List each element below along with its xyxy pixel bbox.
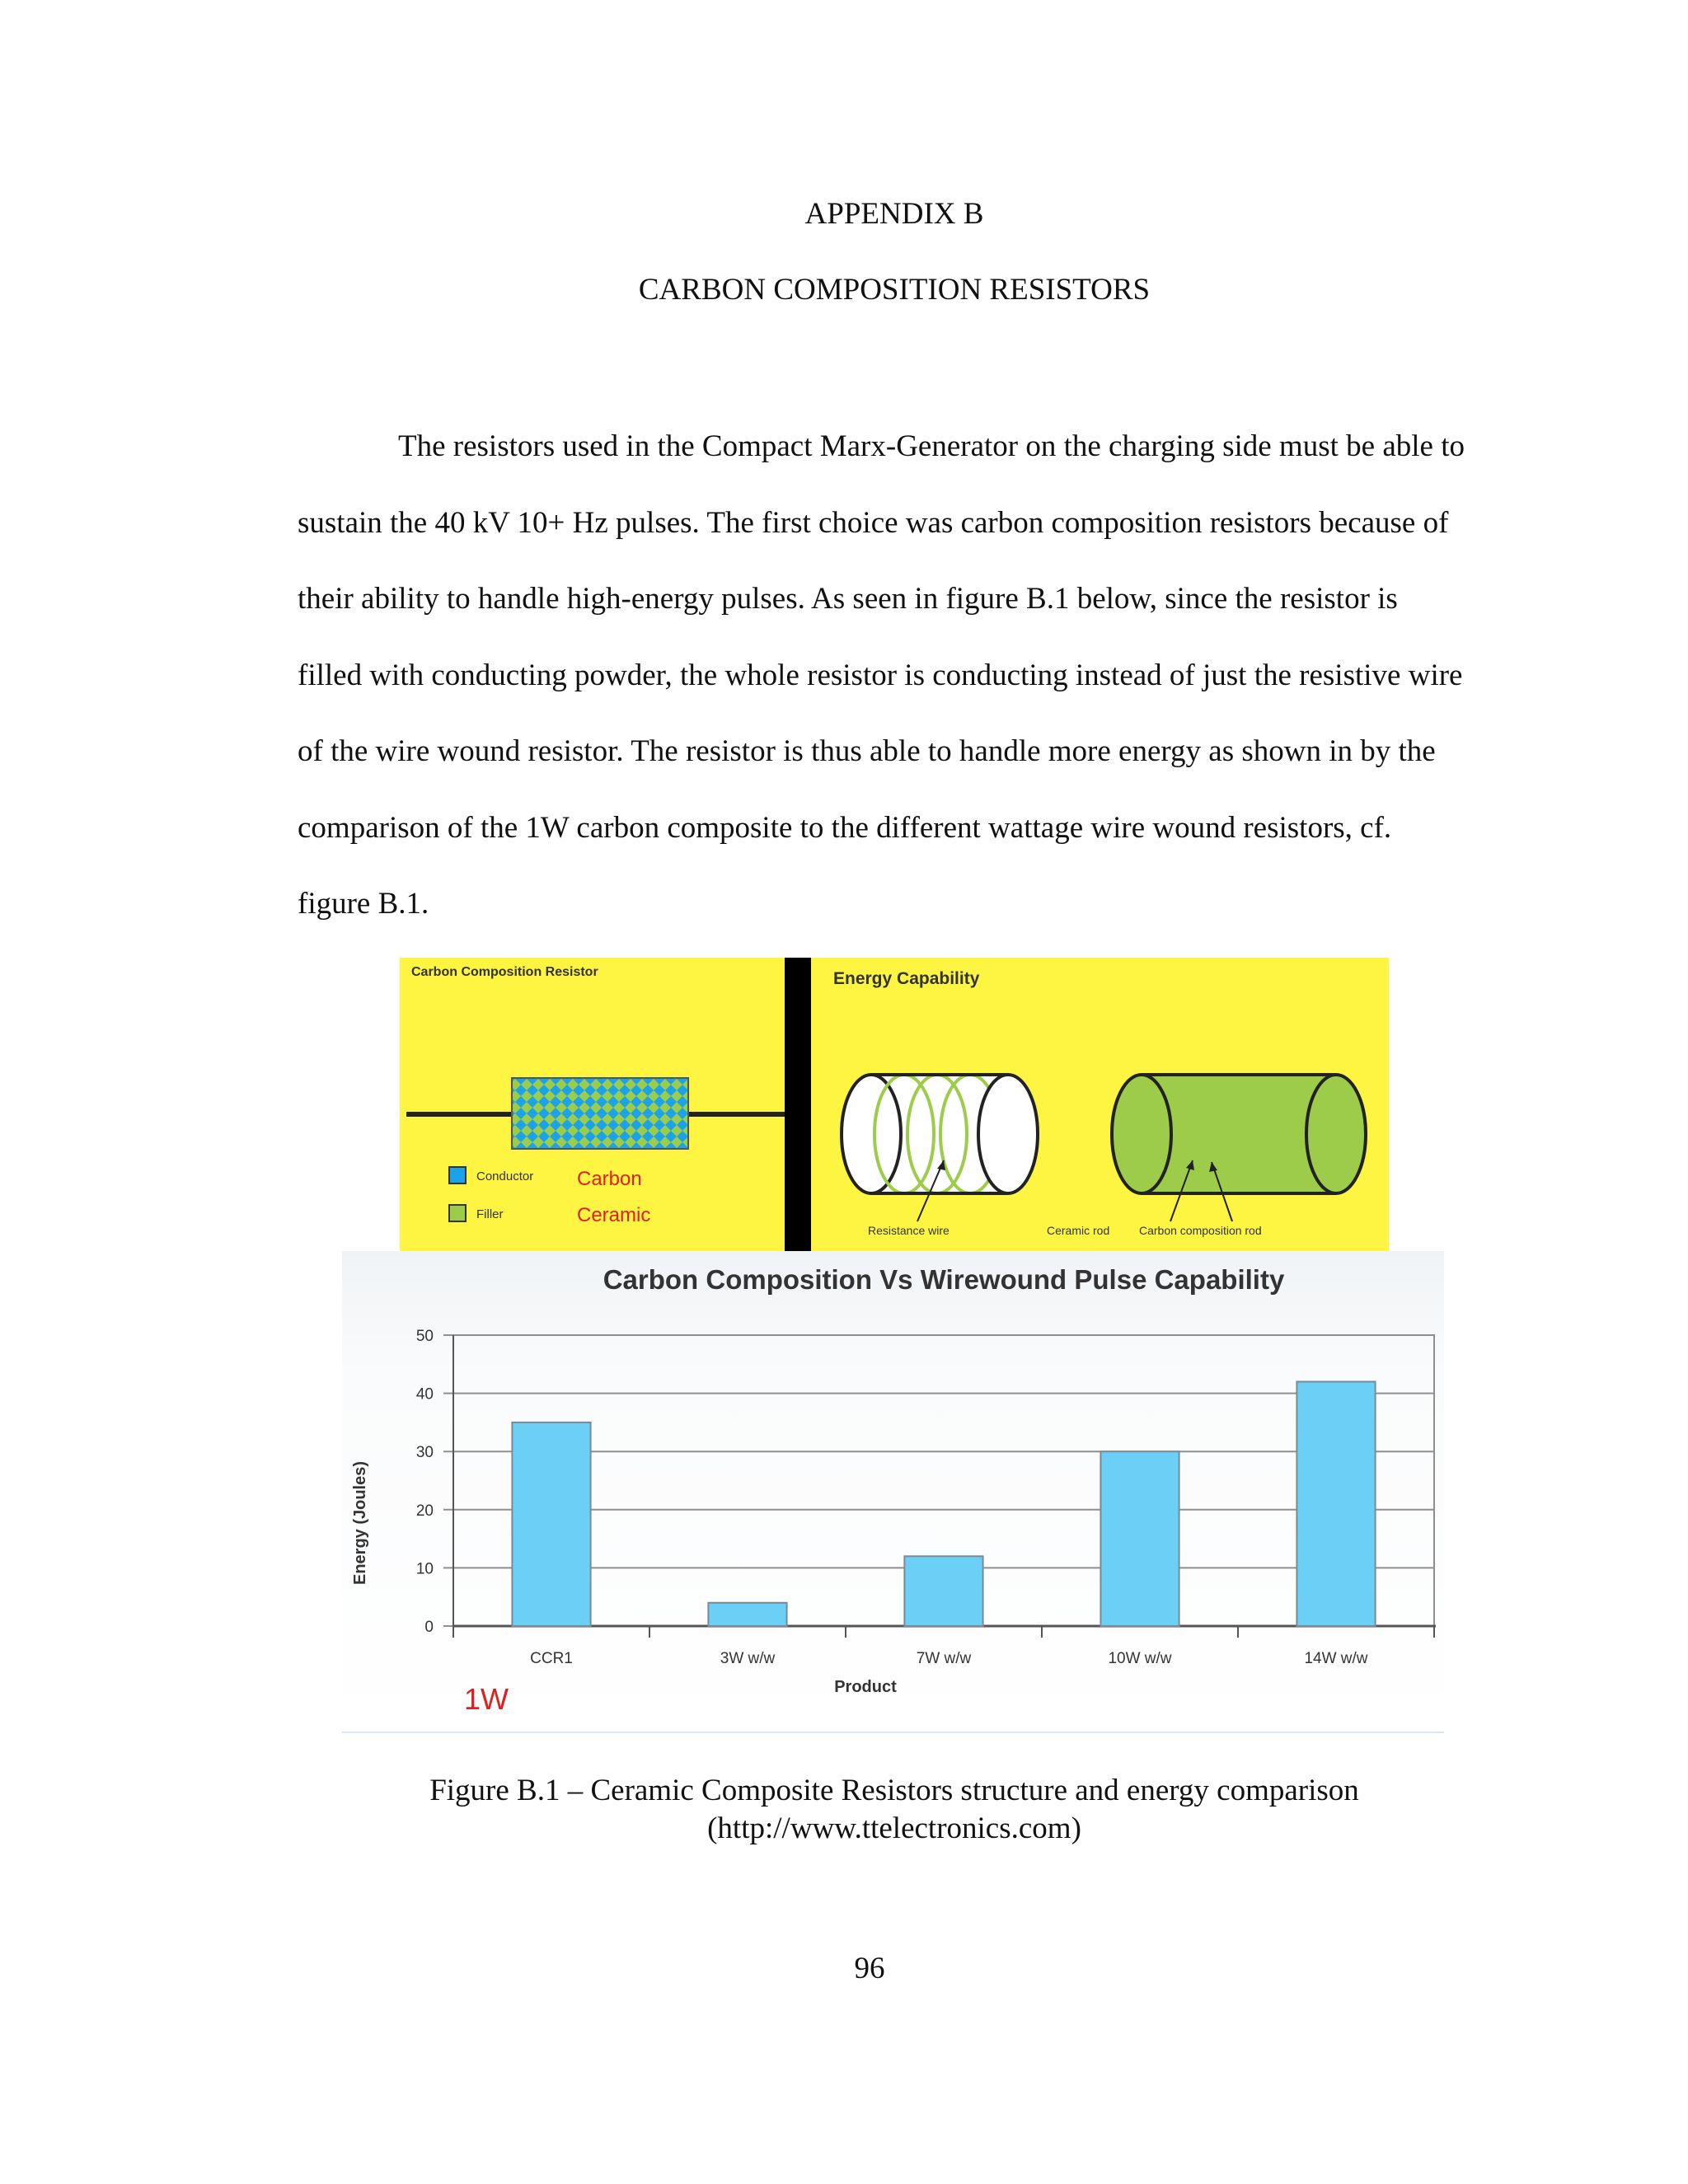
conductor-swatch (449, 1167, 466, 1183)
x-tick-label: 3W w/w (720, 1650, 776, 1667)
caption-line-1: Figure B.1 – Ceramic Composite Resistors structure and energy comparison (429, 1774, 1359, 1807)
x-tick-label: 10W w/w (1108, 1650, 1172, 1667)
bar-14w-w-w (1296, 1381, 1375, 1626)
y-tick-label: 40 (415, 1385, 434, 1404)
body-paragraph (298, 409, 1468, 943)
right-panel-title: Energy Capability (833, 969, 980, 988)
paragraph-text: The resistors used in the Compact Marx-Generator on the charging side must be able to sustain the 40 kV 10+ Hz pulses. The first choice was carbon composition resistors because of their ability to handle high-energy pulses. As seen in figure B.1 below, since the resistor is filled with conducting powder, the whole resistor is conducting instead of just the resistive wire of the wire wound resistor. The resistor is thus able to handle more energy as shown in by the comparison of the 1W carbon composite to the different wattage wire wound resistors, cf. figure B.1. (298, 429, 1465, 921)
left-panel-title: Carbon Composition Resistor (411, 965, 598, 979)
chart-background (342, 1251, 1444, 1734)
caption-line-2: (http://www.ttelectronics.com) (707, 1811, 1081, 1845)
y-tick-label: 30 (415, 1444, 434, 1462)
bar-7w-w-w (904, 1556, 982, 1626)
bar-ccr1 (512, 1422, 590, 1626)
chart-title: Carbon Composition Vs Wirewound Pulse Capability (603, 1264, 1285, 1295)
resistance-wire-label: Resistance wire (868, 1224, 950, 1237)
filler-swatch (449, 1205, 466, 1221)
appendix-label: APPENDIX B (804, 197, 984, 231)
y-tick-label: 50 (415, 1328, 434, 1345)
panel-divider (785, 958, 811, 1251)
resistor-body (512, 1078, 688, 1149)
y-tick-label: 0 (424, 1619, 434, 1636)
ceramic-rod-label: Ceramic rod (1047, 1224, 1110, 1237)
resistor-structure-figure (400, 958, 1389, 1251)
y-axis-label: Energy (Joules) (351, 1460, 369, 1586)
y-tick-label: 10 (415, 1560, 434, 1578)
energy-bar-chart (342, 1251, 1444, 1734)
ceramic-annotation: Ceramic (577, 1204, 651, 1226)
annotation-1w: 1W (464, 1682, 509, 1716)
page-number: 96 (854, 1952, 885, 1985)
x-tick-label: 14W w/w (1304, 1650, 1368, 1667)
y-tick-label: 20 (415, 1502, 434, 1520)
carbon-rod-label: Carbon composition rod (1139, 1224, 1262, 1237)
bar-3w-w-w (708, 1603, 786, 1626)
x-axis-label: Product (834, 1678, 897, 1696)
appendix-title: CARBON COMPOSITION RESISTORS (638, 273, 1151, 307)
filler-label: Filler (476, 1207, 504, 1221)
conductor-label: Conductor (476, 1169, 534, 1183)
x-tick-label: CCR1 (530, 1650, 573, 1667)
x-tick-label: 7W w/w (916, 1650, 972, 1667)
bar-10w-w-w (1100, 1451, 1179, 1626)
carbon-annotation: Carbon (577, 1168, 642, 1190)
carbon-cylinder (1112, 1075, 1171, 1193)
figure-caption (247, 1772, 1541, 1848)
